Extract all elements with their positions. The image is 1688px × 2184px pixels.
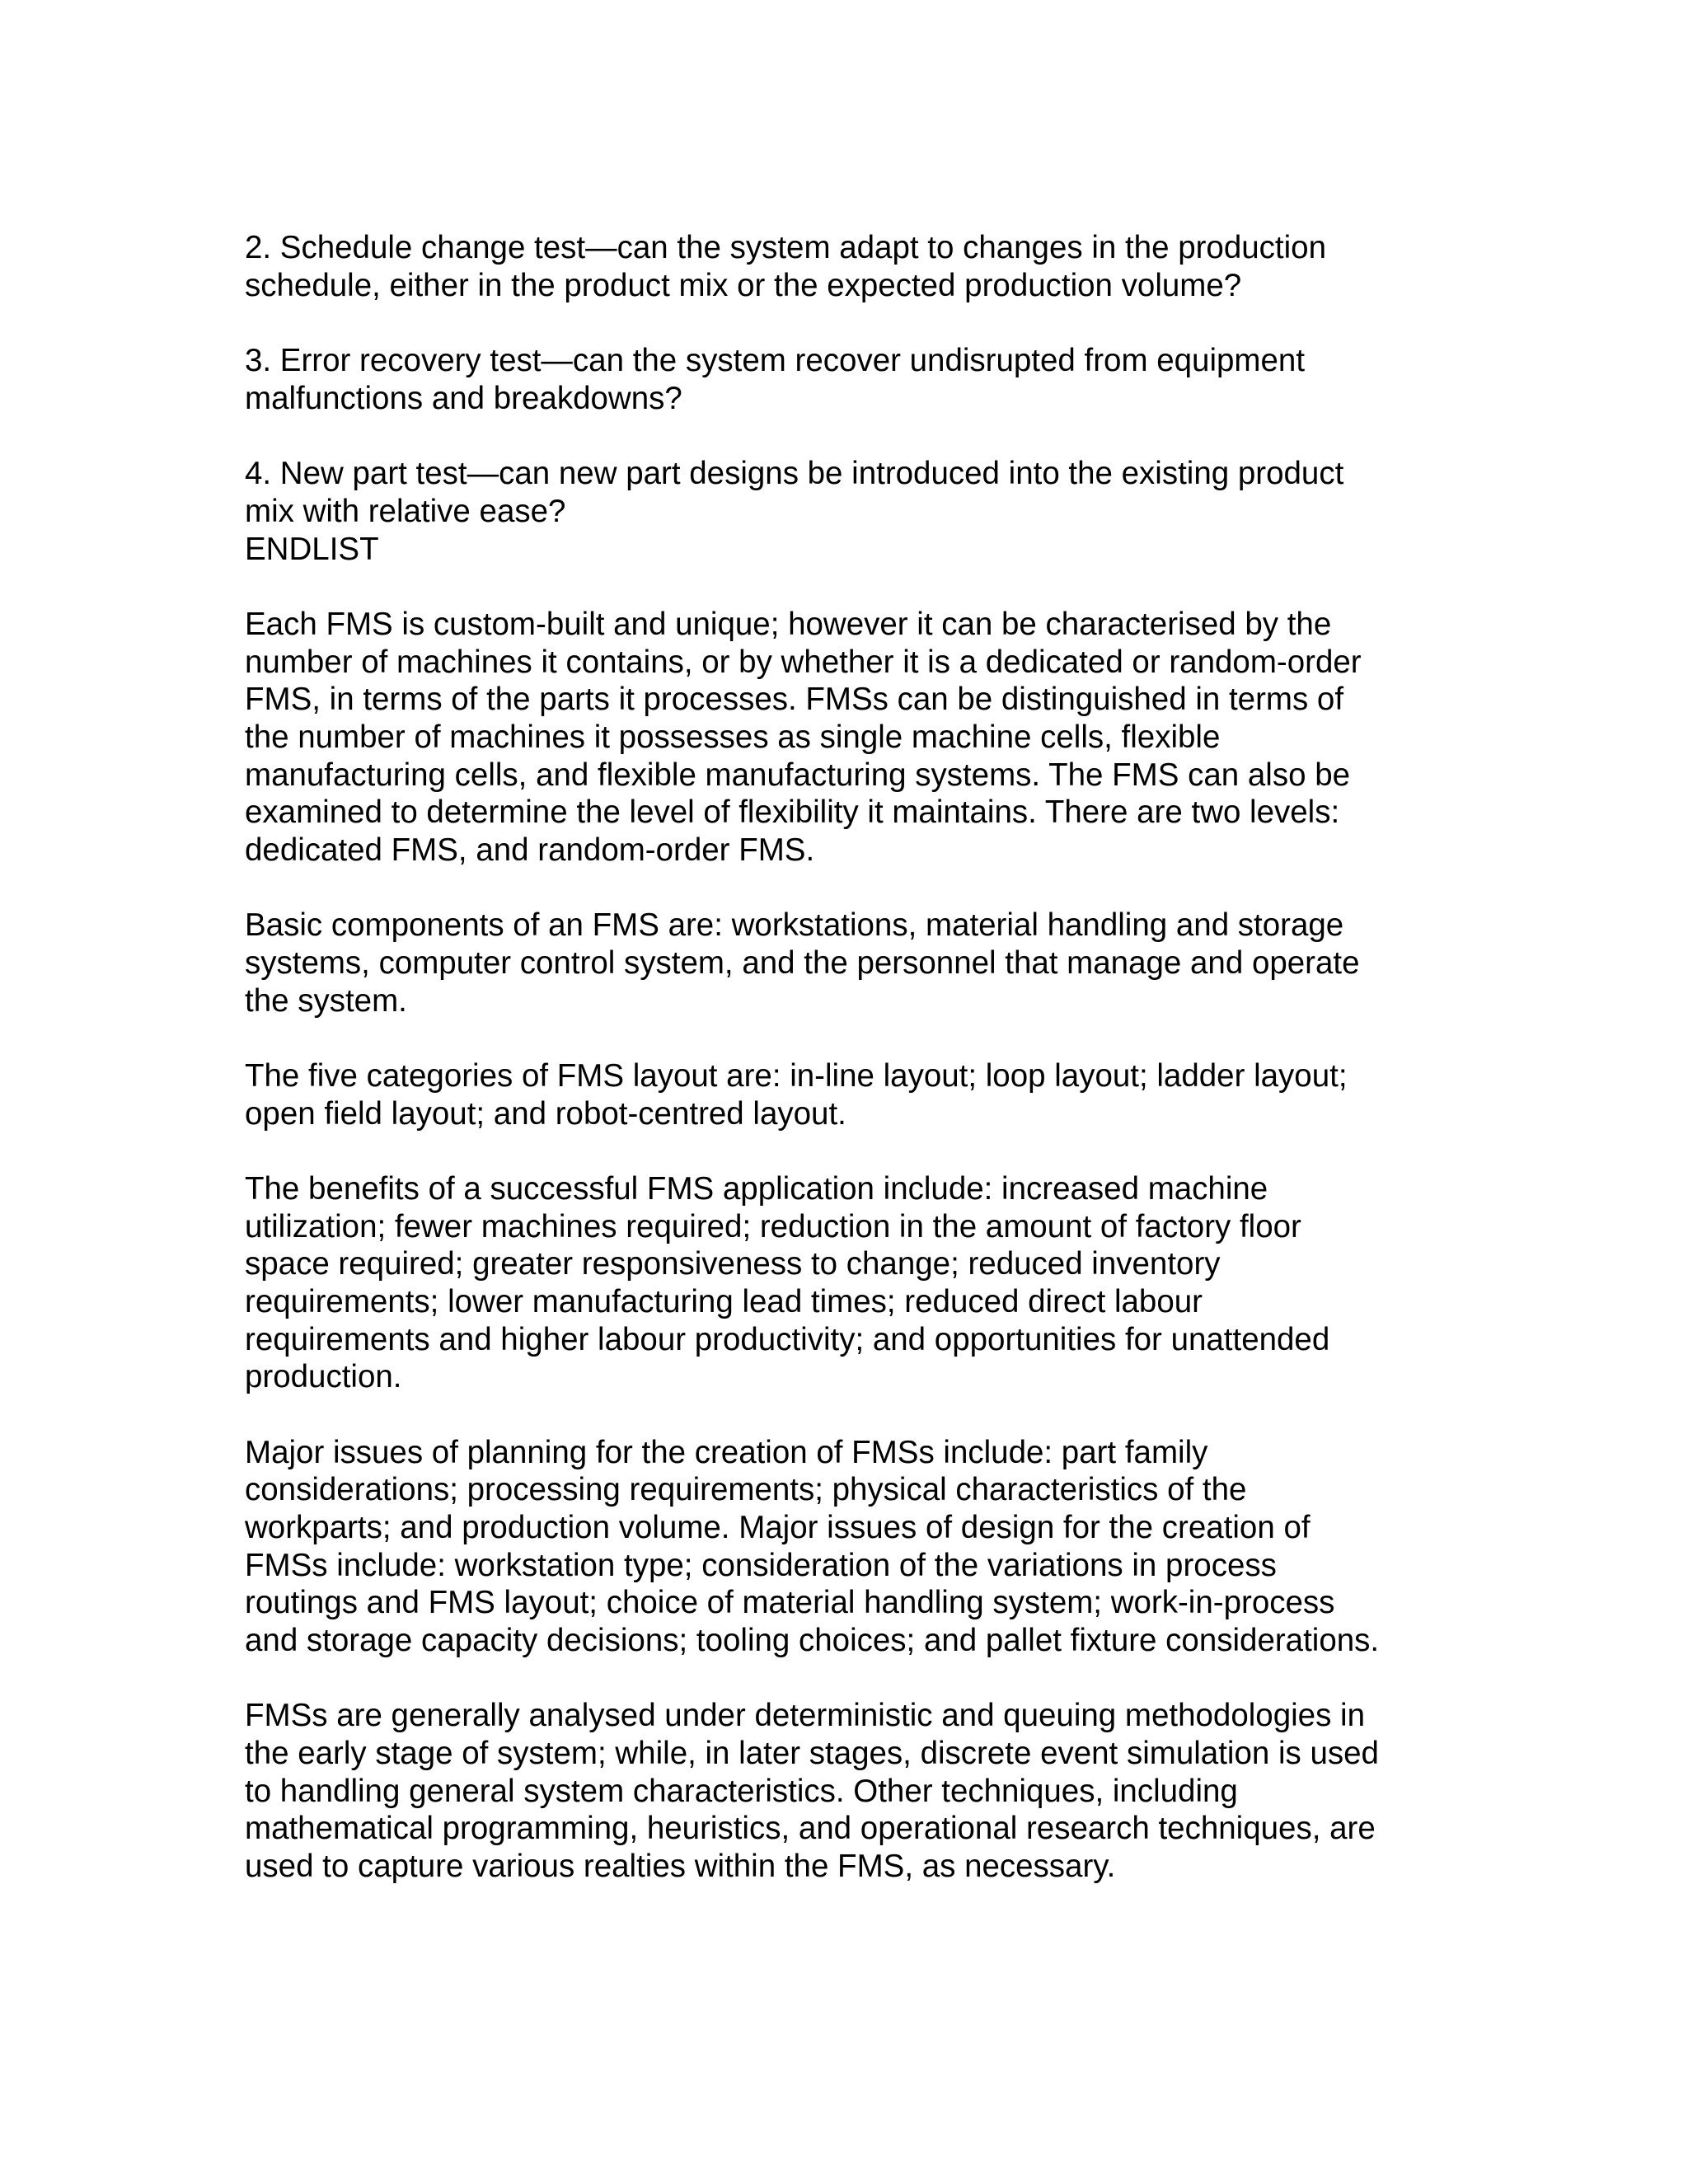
text-line: 3. Error recovery test—can the system recover undisrupted from equipment xyxy=(245,343,1306,379)
text-line: Major issues of planning for the creation of FMSs include: part family xyxy=(245,1434,1208,1470)
paragraph-analysis-methods xyxy=(245,1697,1448,1885)
text-line: mix with relative ease? xyxy=(245,493,566,529)
text-line: open field layout; and robot-centred layout. xyxy=(245,1095,846,1132)
text-line: utilization; fewer machines required; reduction in the amount of factory floor xyxy=(245,1208,1301,1244)
text-line: FMSs include: workstation type; consideration of the variations in process xyxy=(245,1547,1277,1583)
paragraph-fms-characteristics xyxy=(245,606,1448,869)
paragraph-layout-categories xyxy=(245,1057,1448,1132)
text-line: production. xyxy=(245,1359,402,1395)
text-line: malfunctions and breakdowns? xyxy=(245,380,682,416)
paragraph-planning-and-design-issues xyxy=(245,1434,1448,1660)
paragraph-error-recovery-test xyxy=(245,342,1448,417)
text-line: the number of machines it possesses as single machine cells, flexible xyxy=(245,719,1221,755)
text-line: requirements and higher labour productivity; and opportunities for unattended xyxy=(245,1321,1330,1357)
paragraph-benefits xyxy=(245,1170,1448,1396)
text-line: FMS, in terms of the parts it processes. FMSs can be distinguished in terms of xyxy=(245,682,1344,718)
text-line: FMSs are generally analysed under deterministic and queuing methodologies in xyxy=(245,1698,1365,1734)
text-line: Each FMS is custom-built and unique; however it can be characterised by the xyxy=(245,607,1332,643)
text-line: to handling general system characteristics. Other techniques, including xyxy=(245,1773,1238,1809)
text-line: dedicated FMS, and random-order FMS. xyxy=(245,832,815,868)
text-line: The benefits of a successful FMS application include: increased machine xyxy=(245,1171,1268,1207)
paragraph-basic-components xyxy=(245,907,1448,1019)
text-line: Basic components of an FMS are: workstations, material handling and storage xyxy=(245,907,1344,944)
text-line: workparts; and production volume. Major issues of design for the creation of xyxy=(245,1510,1311,1546)
text-line: examined to determine the level of flexibility it maintains. There are two levels: xyxy=(245,794,1340,831)
text-line: the system. xyxy=(245,982,407,1019)
text-line: number of machines it contains, or by whether it is a dedicated or random-order xyxy=(245,644,1362,680)
document-page xyxy=(245,229,1448,1923)
text-line: space required; greater responsiveness to change; reduced inventory xyxy=(245,1246,1221,1282)
text-line: 2. Schedule change test—can the system adapt to changes in the production xyxy=(245,230,1326,265)
text-line: 4. New part test—can new part designs be introduced into the existing product xyxy=(245,456,1344,492)
end-list-marker: ENDLIST xyxy=(245,531,379,567)
text-line: considerations; processing requirements; physical characteristics of the xyxy=(245,1472,1247,1508)
text-line: schedule, either in the product mix or the expected production volume? xyxy=(245,267,1242,303)
text-line: manufacturing cells, and flexible manufacturing systems. The FMS can also be xyxy=(245,757,1351,793)
text-line: mathematical programming, heuristics, and operational research techniques, are xyxy=(245,1811,1376,1847)
paragraph-new-part-test xyxy=(245,455,1448,568)
text-line: systems, computer control system, and the personnel that manage and operate xyxy=(245,944,1360,981)
text-line: The five categories of FMS layout are: in-line layout; loop layout; ladder layout; xyxy=(245,1058,1348,1094)
paragraph-schedule-change-test xyxy=(245,229,1448,304)
text-line: routings and FMS layout; choice of material handling system; work-in-process xyxy=(245,1585,1335,1621)
text-line: used to capture various realties within the FMS, as necessary. xyxy=(245,1848,1116,1884)
text-line: the early stage of system; while, in later stages, discrete event simulation is used xyxy=(245,1736,1379,1771)
text-line: and storage capacity decisions; tooling choices; and pallet fixture considerations. xyxy=(245,1622,1380,1658)
text-line: requirements; lower manufacturing lead times; reduced direct labour xyxy=(245,1284,1203,1320)
